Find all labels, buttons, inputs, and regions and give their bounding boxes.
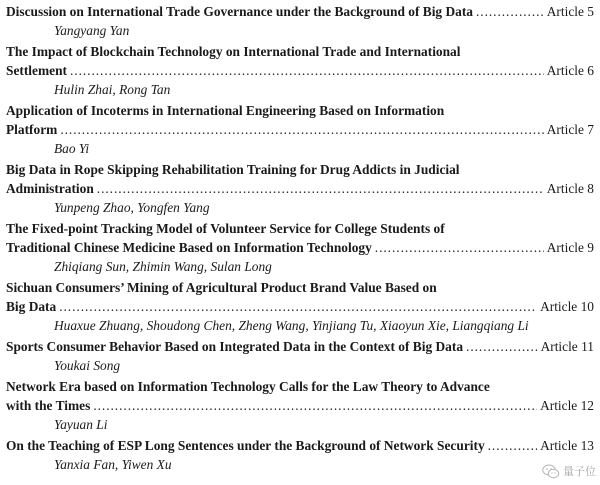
dot-leader — [93, 396, 537, 415]
entry-authors: Yangyang Yan — [54, 23, 130, 38]
watermark-text: 量子位 — [563, 465, 596, 478]
entry-title-row — [6, 396, 594, 415]
entry-authors: Youkai Song — [54, 358, 121, 373]
toc-entry[interactable] — [6, 219, 594, 276]
entry-title: Administration — [6, 181, 94, 196]
watermark — [542, 463, 596, 479]
entry-title-row — [6, 297, 594, 316]
entry-authors: Huaxue Zhuang, Shoudong Chen, Zheng Wang, Yinjiang Tu, Xiaoyun Xie, Liangqiang Li — [54, 318, 529, 333]
toc-entry[interactable] — [6, 2, 594, 40]
entry-title-line: Network Era based on Information Technology Calls for the Law Theory to Advance — [6, 379, 490, 394]
entry-title: Settlement — [6, 63, 67, 78]
entry-title-row — [6, 238, 594, 257]
entry-title-line: The Impact of Blockchain Technology on International Trade and International — [6, 44, 461, 59]
article-number: Article 8 — [546, 181, 594, 196]
dot-leader — [60, 120, 543, 139]
entry-authors: Hulin Zhai, Rong Tan — [54, 82, 171, 97]
article-number: Article 11 — [540, 339, 594, 354]
entry-title: Sports Consumer Behavior Based on Integrated Data in the Context of Big Data — [6, 339, 464, 354]
entry-title-line: Big Data in Rope Skipping Rehabilitation Training for Drug Addicts in Judicial — [6, 162, 460, 177]
dot-leader — [375, 238, 544, 257]
article-number: Article 10 — [540, 299, 594, 314]
table-of-contents — [6, 2, 594, 476]
dot-leader — [70, 61, 544, 80]
toc-entry[interactable] — [6, 436, 594, 474]
article-number: Article 7 — [546, 122, 594, 137]
entry-title-row — [6, 61, 594, 80]
dot-leader — [97, 179, 544, 198]
toc-entry[interactable] — [6, 160, 594, 217]
entry-title-line: The Fixed-point Tracking Model of Volunteer Service for College Students of — [6, 221, 445, 236]
entry-authors: Yayuan Li — [54, 417, 108, 432]
entry-title-row — [6, 436, 594, 455]
entry-title: Traditional Chinese Medicine Based on Information Technology — [6, 240, 372, 255]
entry-title-row — [6, 337, 594, 356]
entry-authors: Yanxia Fan, Yiwen Xu — [54, 457, 172, 472]
dot-leader — [59, 297, 537, 316]
entry-title-line: Application of Incoterms in International Engineering Based on Information — [6, 103, 445, 118]
entry-title: Big Data — [6, 299, 57, 314]
entry-title: Discussion on International Trade Governance under the Background of Big Data — [6, 4, 473, 19]
entry-title-row — [6, 179, 594, 198]
article-number: Article 12 — [540, 398, 594, 413]
entry-title: with the Times — [6, 398, 91, 413]
dot-leader — [466, 337, 538, 356]
article-number: Article 9 — [546, 240, 594, 255]
toc-entry[interactable] — [6, 377, 594, 434]
dot-leader — [488, 436, 537, 455]
entry-title-row — [6, 2, 594, 21]
article-number: Article 13 — [540, 438, 594, 453]
entry-authors: Zhiqiang Sun, Zhimin Wang, Sulan Long — [54, 259, 272, 274]
wechat-icon — [542, 464, 560, 479]
article-number: Article 5 — [546, 4, 594, 19]
toc-entry[interactable] — [6, 278, 594, 335]
toc-entry[interactable] — [6, 42, 594, 99]
entry-title: Platform — [6, 122, 58, 137]
entry-title-line: Sichuan Consumers’ Mining of Agricultural Product Brand Value Based on — [6, 280, 437, 295]
entry-authors: Yunpeng Zhao, Yongfen Yang — [54, 200, 210, 215]
toc-entry[interactable] — [6, 101, 594, 158]
dot-leader — [476, 2, 544, 21]
article-number: Article 6 — [546, 63, 594, 78]
toc-entry[interactable] — [6, 337, 594, 375]
entry-title-row — [6, 120, 594, 139]
entry-title: On the Teaching of ESP Long Sentences under the Background of Network Security — [6, 438, 485, 453]
entry-authors: Bao Yi — [54, 141, 90, 156]
